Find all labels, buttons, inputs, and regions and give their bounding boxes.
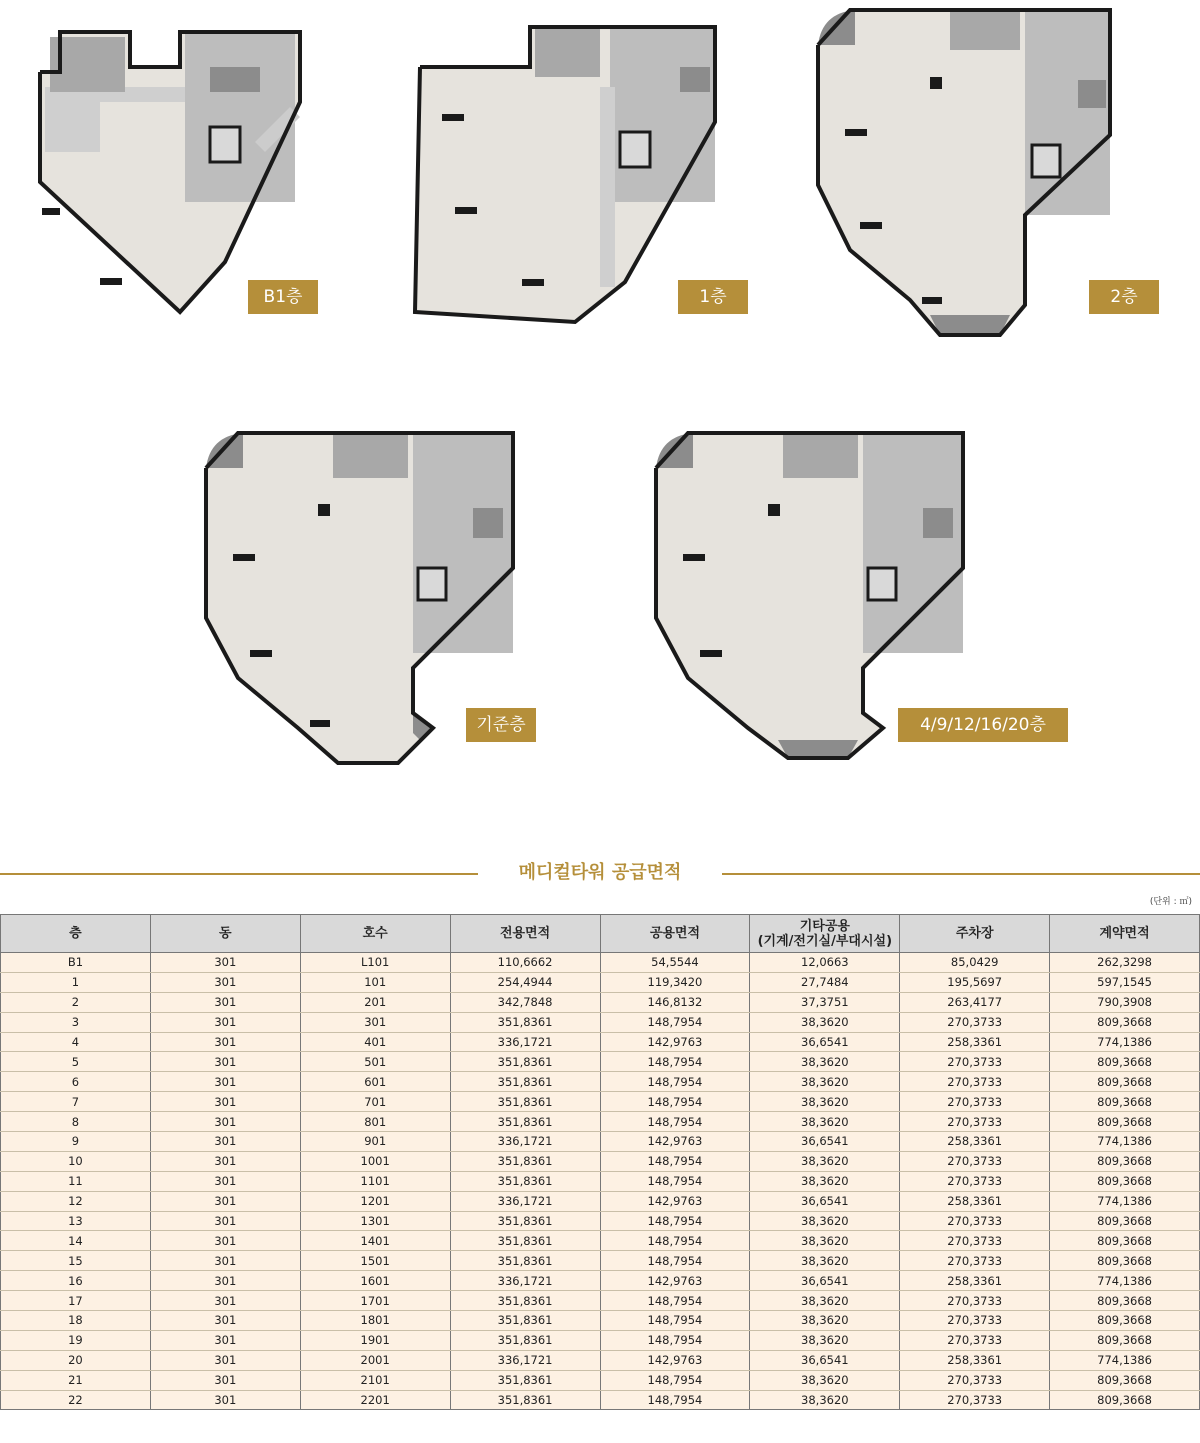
- unit-note: (단위 : ㎡): [1149, 897, 1192, 907]
- table-row: [1, 1330, 1200, 1350]
- cell-contract-area: 809,3668: [1050, 1211, 1200, 1231]
- cell-exclusive-area: 351,8361: [450, 1330, 600, 1350]
- cell-floor: 16: [1, 1271, 151, 1291]
- cell-unit: 1801: [300, 1311, 450, 1331]
- cell-unit: 1001: [300, 1151, 450, 1171]
- cell-exclusive-area: 351,8361: [450, 1311, 600, 1331]
- cell-building: 301: [150, 1012, 300, 1032]
- cell-building: 301: [150, 1191, 300, 1211]
- cell-parking: 270,3733: [900, 1370, 1050, 1390]
- cell-parking: 258,3361: [900, 1191, 1050, 1211]
- cell-common-area: 148,7954: [600, 1072, 750, 1092]
- cell-floor: 21: [1, 1370, 151, 1390]
- cell-unit: 201: [300, 992, 450, 1012]
- cell-unit: 2001: [300, 1350, 450, 1370]
- cell-parking: 270,3733: [900, 1171, 1050, 1191]
- cell-parking: 258,3361: [900, 1132, 1050, 1152]
- cell-floor: 10: [1, 1151, 151, 1171]
- cell-contract-area: 809,3668: [1050, 1231, 1200, 1251]
- cell-floor: 9: [1, 1132, 151, 1152]
- cell-floor: 4: [1, 1032, 151, 1052]
- cell-unit: 1901: [300, 1330, 450, 1350]
- cell-unit: 1701: [300, 1291, 450, 1311]
- table-row: [1, 992, 1200, 1012]
- cell-common-area: 148,7954: [600, 1171, 750, 1191]
- cell-parking: 270,3733: [900, 1052, 1050, 1072]
- cell-parking: 270,3733: [900, 1390, 1050, 1410]
- col-header-common-area: 공용면적: [600, 915, 750, 953]
- cell-floor: 15: [1, 1251, 151, 1271]
- table-row: [1, 1112, 1200, 1132]
- cell-floor: 7: [1, 1092, 151, 1112]
- cell-other-common: 38,3620: [750, 1311, 900, 1331]
- cell-contract-area: 774,1386: [1050, 1032, 1200, 1052]
- cell-building: 301: [150, 1151, 300, 1171]
- cell-parking: 270,3733: [900, 1251, 1050, 1271]
- cell-parking: 85,0429: [900, 953, 1050, 973]
- cell-contract-area: 809,3668: [1050, 1311, 1200, 1331]
- cell-building: 301: [150, 1311, 300, 1331]
- cell-unit: 1501: [300, 1251, 450, 1271]
- cell-other-common: 38,3620: [750, 1112, 900, 1132]
- cell-building: 301: [150, 1171, 300, 1191]
- cell-building: 301: [150, 1291, 300, 1311]
- cell-common-area: 146,8132: [600, 992, 750, 1012]
- cell-common-area: 119,3420: [600, 972, 750, 992]
- table-row: [1, 1171, 1200, 1191]
- cell-floor: 8: [1, 1112, 151, 1132]
- cell-parking: 195,5697: [900, 972, 1050, 992]
- table-row: [1, 972, 1200, 992]
- table-row: [1, 1191, 1200, 1211]
- cell-parking: 270,3733: [900, 1231, 1050, 1251]
- cell-building: 301: [150, 1370, 300, 1390]
- cell-parking: 270,3733: [900, 1092, 1050, 1112]
- cell-building: 301: [150, 1390, 300, 1410]
- table-row: [1, 1311, 1200, 1331]
- cell-contract-area: 809,3668: [1050, 1370, 1200, 1390]
- cell-building: 301: [150, 1072, 300, 1092]
- cell-other-common: 37,3751: [750, 992, 900, 1012]
- cell-contract-area: 809,3668: [1050, 1072, 1200, 1092]
- cell-other-common: 38,3620: [750, 1072, 900, 1092]
- cell-unit: 801: [300, 1112, 450, 1132]
- floor-label-2f: 2층: [1089, 280, 1159, 314]
- cell-exclusive-area: 351,8361: [450, 1231, 600, 1251]
- cell-exclusive-area: 336,1721: [450, 1132, 600, 1152]
- cell-unit: 701: [300, 1092, 450, 1112]
- cell-contract-area: 809,3668: [1050, 1092, 1200, 1112]
- cell-parking: 270,3733: [900, 1112, 1050, 1132]
- cell-other-common: 38,3620: [750, 1390, 900, 1410]
- cell-parking: 270,3733: [900, 1311, 1050, 1331]
- cell-common-area: 148,7954: [600, 1151, 750, 1171]
- col-header-contract-area: 계약면적: [1050, 915, 1200, 953]
- cell-exclusive-area: 351,8361: [450, 1052, 600, 1072]
- table-row: [1, 1132, 1200, 1152]
- cell-exclusive-area: 351,8361: [450, 1072, 600, 1092]
- cell-other-common: 38,3620: [750, 1370, 900, 1390]
- cell-unit: 1101: [300, 1171, 450, 1191]
- table-row: [1, 1271, 1200, 1291]
- cell-floor: 1: [1, 972, 151, 992]
- cell-unit: 401: [300, 1032, 450, 1052]
- cell-parking: 258,3361: [900, 1350, 1050, 1370]
- cell-exclusive-area: 351,8361: [450, 1151, 600, 1171]
- section-title: 메디컬타워 공급면적: [518, 862, 682, 883]
- table-row: [1, 1151, 1200, 1171]
- cell-other-common: 36,6541: [750, 1032, 900, 1052]
- cell-common-area: 148,7954: [600, 1291, 750, 1311]
- cell-other-common: 38,3620: [750, 1330, 900, 1350]
- cell-contract-area: 809,3668: [1050, 1390, 1200, 1410]
- table-row: [1, 1350, 1200, 1370]
- cell-contract-area: 809,3668: [1050, 1330, 1200, 1350]
- cell-contract-area: 774,1386: [1050, 1191, 1200, 1211]
- cell-parking: 270,3733: [900, 1330, 1050, 1350]
- cell-floor: 20: [1, 1350, 151, 1370]
- cell-parking: 258,3361: [900, 1032, 1050, 1052]
- cell-other-common: 38,3620: [750, 1171, 900, 1191]
- cell-building: 301: [150, 1052, 300, 1072]
- cell-exclusive-area: 336,1721: [450, 1271, 600, 1291]
- cell-floor: 6: [1, 1072, 151, 1092]
- cell-contract-area: 774,1386: [1050, 1350, 1200, 1370]
- cell-exclusive-area: 336,1721: [450, 1350, 600, 1370]
- cell-exclusive-area: 342,7848: [450, 992, 600, 1012]
- cell-floor: 14: [1, 1231, 151, 1251]
- table-row: [1, 1251, 1200, 1271]
- cell-exclusive-area: 351,8361: [450, 1112, 600, 1132]
- cell-other-common: 36,6541: [750, 1350, 900, 1370]
- cell-other-common: 38,3620: [750, 1012, 900, 1032]
- cell-unit: 601: [300, 1072, 450, 1092]
- cell-contract-area: 774,1386: [1050, 1271, 1200, 1291]
- floor-plan-b1: [30, 22, 320, 322]
- table-row: [1, 1390, 1200, 1410]
- cell-building: 301: [150, 953, 300, 973]
- cell-exclusive-area: 351,8361: [450, 1092, 600, 1112]
- table-row: [1, 1092, 1200, 1112]
- cell-building: 301: [150, 1330, 300, 1350]
- cell-contract-area: 774,1386: [1050, 1132, 1200, 1152]
- cell-exclusive-area: 351,8361: [450, 1390, 600, 1410]
- cell-exclusive-area: 110,6662: [450, 953, 600, 973]
- cell-other-common: 38,3620: [750, 1211, 900, 1231]
- title-divider-left: [0, 873, 478, 875]
- cell-building: 301: [150, 1132, 300, 1152]
- cell-common-area: 148,7954: [600, 1370, 750, 1390]
- table-row: [1, 1231, 1200, 1251]
- cell-unit: 501: [300, 1052, 450, 1072]
- cell-floor: 19: [1, 1330, 151, 1350]
- cell-common-area: 148,7954: [600, 1311, 750, 1331]
- table-row: [1, 1291, 1200, 1311]
- table-header-row: [1, 915, 1200, 953]
- cell-unit: 301: [300, 1012, 450, 1032]
- cell-other-common: 38,3620: [750, 1151, 900, 1171]
- cell-building: 301: [150, 1350, 300, 1370]
- cell-floor: B1: [1, 953, 151, 973]
- cell-exclusive-area: 336,1721: [450, 1032, 600, 1052]
- col-header-other-common: 기타공용 (기계/전기실/부대시설): [750, 915, 900, 953]
- cell-other-common: 38,3620: [750, 1251, 900, 1271]
- cell-common-area: 54,5544: [600, 953, 750, 973]
- cell-parking: 270,3733: [900, 1291, 1050, 1311]
- cell-parking: 263,4177: [900, 992, 1050, 1012]
- cell-contract-area: 809,3668: [1050, 1112, 1200, 1132]
- cell-other-common: 36,6541: [750, 1271, 900, 1291]
- cell-common-area: 142,9763: [600, 1132, 750, 1152]
- cell-exclusive-area: 351,8361: [450, 1211, 600, 1231]
- cell-unit: 2201: [300, 1390, 450, 1410]
- cell-unit: 901: [300, 1132, 450, 1152]
- cell-common-area: 148,7954: [600, 1251, 750, 1271]
- cell-exclusive-area: 351,8361: [450, 1370, 600, 1390]
- cell-common-area: 148,7954: [600, 1112, 750, 1132]
- cell-contract-area: 809,3668: [1050, 1151, 1200, 1171]
- cell-unit: 2101: [300, 1370, 450, 1390]
- cell-common-area: 148,7954: [600, 1211, 750, 1231]
- cell-common-area: 148,7954: [600, 1330, 750, 1350]
- cell-contract-area: 809,3668: [1050, 1052, 1200, 1072]
- cell-building: 301: [150, 992, 300, 1012]
- table-body: [1, 953, 1200, 1410]
- title-divider-right: [722, 873, 1200, 875]
- cell-floor: 3: [1, 1012, 151, 1032]
- cell-parking: 270,3733: [900, 1012, 1050, 1032]
- cell-common-area: 148,7954: [600, 1231, 750, 1251]
- floor-label-4-9-12-16-20: 4/9/12/16/20층: [898, 708, 1068, 742]
- cell-floor: 18: [1, 1311, 151, 1331]
- cell-parking: 270,3733: [900, 1151, 1050, 1171]
- col-header-unit: 호수: [300, 915, 450, 953]
- cell-unit: L101: [300, 953, 450, 973]
- cell-floor: 5: [1, 1052, 151, 1072]
- cell-unit: 1601: [300, 1271, 450, 1291]
- cell-other-common: 27,7484: [750, 972, 900, 992]
- cell-contract-area: 809,3668: [1050, 1171, 1200, 1191]
- cell-parking: 270,3733: [900, 1211, 1050, 1231]
- cell-contract-area: 790,3908: [1050, 992, 1200, 1012]
- cell-floor: 17: [1, 1291, 151, 1311]
- cell-unit: 101: [300, 972, 450, 992]
- col-header-exclusive-area: 전용면적: [450, 915, 600, 953]
- cell-contract-area: 809,3668: [1050, 1291, 1200, 1311]
- cell-floor: 11: [1, 1171, 151, 1191]
- cell-parking: 270,3733: [900, 1072, 1050, 1092]
- cell-unit: 1401: [300, 1231, 450, 1251]
- cell-building: 301: [150, 1231, 300, 1251]
- col-header-floor: 층: [1, 915, 151, 953]
- cell-common-area: 148,7954: [600, 1092, 750, 1112]
- table-row: [1, 953, 1200, 973]
- table-row: [1, 1072, 1200, 1092]
- cell-common-area: 148,7954: [600, 1052, 750, 1072]
- cell-building: 301: [150, 972, 300, 992]
- cell-exclusive-area: 254,4944: [450, 972, 600, 992]
- cell-other-common: 38,3620: [750, 1092, 900, 1112]
- floor-label-standard: 기준층: [466, 708, 536, 742]
- cell-building: 301: [150, 1112, 300, 1132]
- cell-exclusive-area: 351,8361: [450, 1291, 600, 1311]
- col-header-parking: 주차장: [900, 915, 1050, 953]
- table-row: [1, 1012, 1200, 1032]
- cell-exclusive-area: 336,1721: [450, 1191, 600, 1211]
- table-row: [1, 1032, 1200, 1052]
- cell-other-common: 38,3620: [750, 1052, 900, 1072]
- cell-common-area: 148,7954: [600, 1012, 750, 1032]
- cell-contract-area: 809,3668: [1050, 1012, 1200, 1032]
- cell-other-common: 38,3620: [750, 1231, 900, 1251]
- cell-floor: 2: [1, 992, 151, 1012]
- cell-other-common: 36,6541: [750, 1132, 900, 1152]
- cell-common-area: 142,9763: [600, 1191, 750, 1211]
- cell-building: 301: [150, 1092, 300, 1112]
- col-header-building: 동: [150, 915, 300, 953]
- cell-floor: 12: [1, 1191, 151, 1211]
- cell-exclusive-area: 351,8361: [450, 1012, 600, 1032]
- cell-contract-area: 597,1545: [1050, 972, 1200, 992]
- floor-label-1f: 1층: [678, 280, 748, 314]
- floor-label-b1: B1층: [248, 280, 318, 314]
- cell-unit: 1301: [300, 1211, 450, 1231]
- cell-unit: 1201: [300, 1191, 450, 1211]
- cell-contract-area: 262,3298: [1050, 953, 1200, 973]
- cell-parking: 258,3361: [900, 1271, 1050, 1291]
- table-row: [1, 1370, 1200, 1390]
- cell-building: 301: [150, 1251, 300, 1271]
- table-row: [1, 1211, 1200, 1231]
- table-row: [1, 1052, 1200, 1072]
- cell-floor: 22: [1, 1390, 151, 1410]
- cell-exclusive-area: 351,8361: [450, 1251, 600, 1271]
- cell-common-area: 142,9763: [600, 1350, 750, 1370]
- cell-building: 301: [150, 1211, 300, 1231]
- cell-contract-area: 809,3668: [1050, 1251, 1200, 1271]
- cell-exclusive-area: 351,8361: [450, 1171, 600, 1191]
- supply-area-table: [0, 914, 1200, 1410]
- cell-other-common: 36,6541: [750, 1191, 900, 1211]
- cell-floor: 13: [1, 1211, 151, 1231]
- cell-other-common: 38,3620: [750, 1291, 900, 1311]
- cell-common-area: 142,9763: [600, 1271, 750, 1291]
- cell-common-area: 148,7954: [600, 1390, 750, 1410]
- cell-common-area: 142,9763: [600, 1032, 750, 1052]
- cell-other-common: 12,0663: [750, 953, 900, 973]
- cell-building: 301: [150, 1032, 300, 1052]
- cell-building: 301: [150, 1271, 300, 1291]
